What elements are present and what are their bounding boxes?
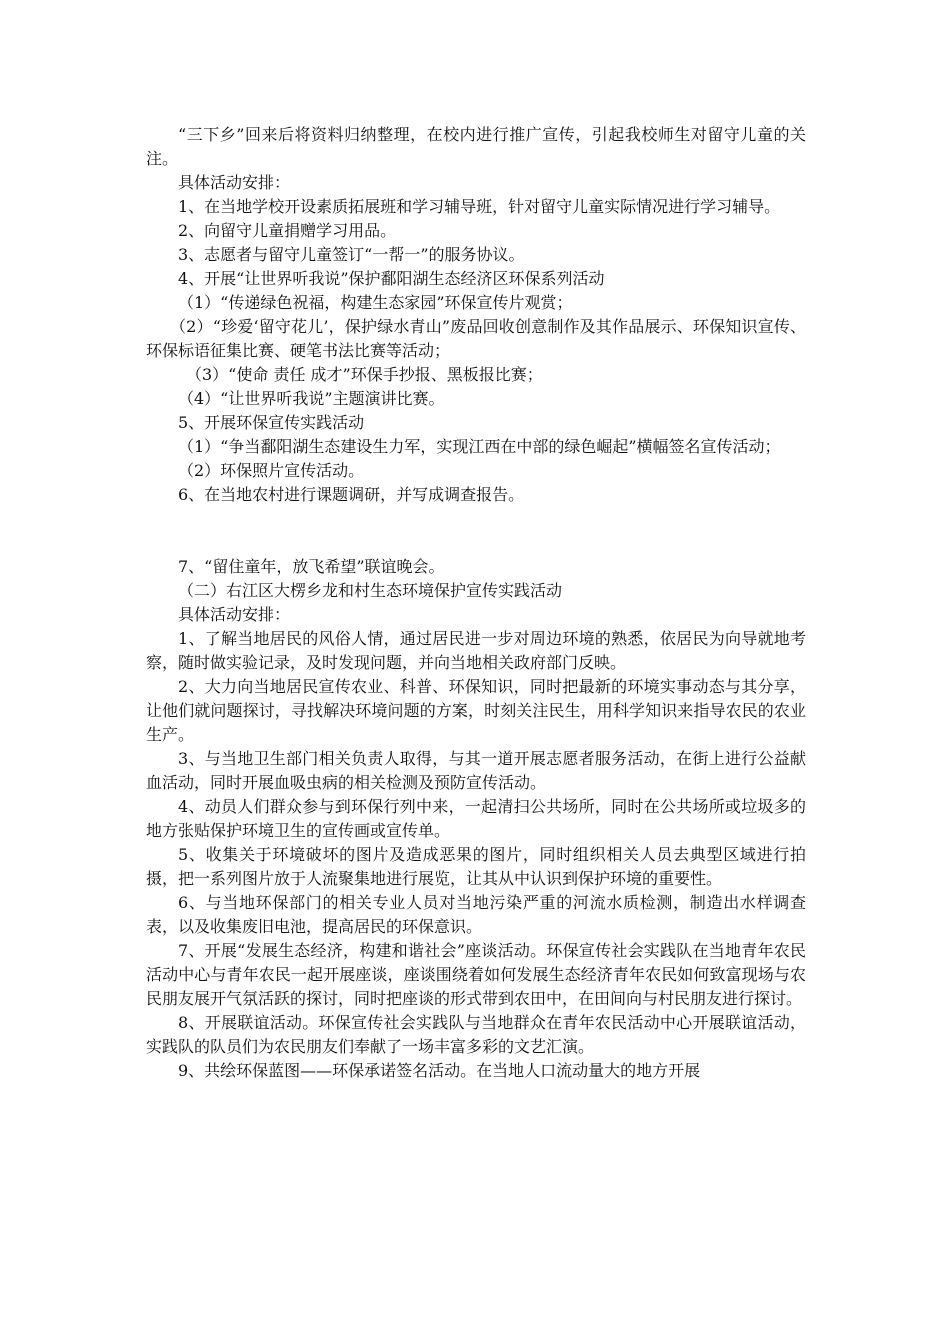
paragraph: 3、志愿者与留守儿童签订“一帮一”的服务协议。 — [178, 245, 525, 264]
paragraph: 3、与当地卫生部门相关负责人取得，与其一道开展志愿者服务活动，在街上进行公益献血活动，同时开展血吸虫病的相关检测及预防宣传活动。 — [146, 749, 806, 792]
paragraph: 1、了解当地居民的风俗人情，通过居民进一步对周边环境的熟悉，依居民为向导就地考察，随时做实验记录，及时发现问题，并向当地相关政府部门反映。 — [146, 629, 806, 672]
paragraph: 6、在当地农村进行课题调研，并写成调查报告。 — [178, 485, 525, 504]
blank-gap — [146, 507, 806, 555]
document-body — [146, 123, 806, 1083]
paragraph: 2、大力向当地居民宣传农业、科普、环保知识，同时把最新的环境实事动态与其分享，让他们就问题探讨，寻找解决环境问题的方案，时刻关注民生，用科学知识来指导农民的农业生产。 — [146, 677, 806, 744]
paragraph: 9、共绘环保蓝图——环保承诺签名活动。在当地人口流动量大的地方开展 — [178, 1061, 701, 1080]
paragraph: （4）“让世界听我说”主题演讲比赛。 — [178, 389, 445, 408]
paragraph: 5、开展环保宣传实践活动 — [178, 413, 365, 432]
paragraph: “三下乡”回来后将资料归纳整理，在校内进行推广宣传，引起我校师生对留守儿童的关注。 — [146, 125, 806, 168]
paragraph: （3）“使命 责任 成才”环保手抄报、黑板报比赛； — [186, 365, 543, 384]
paragraph: 具体活动安排： — [178, 173, 291, 192]
paragraph: 4、动员人们群众参与到环保行列中来，一起清扫公共场所，同时在公共场所或垃圾多的地方张贴保护环境卫生的宣传画或宣传单。 — [146, 797, 806, 840]
paragraph: 4、开展“让世界听我说”保护鄱阳湖生态经济区环保系列活动 — [178, 269, 605, 288]
paragraph: 2、向留守儿童捐赠学习用品。 — [178, 221, 397, 240]
paragraph: 5、收集关于环境破坏的图片及造成恶果的图片，同时组织相关人员去典型区域进行拍摄，把一系列图片放于人流聚集地进行展览，让其从中认识到保护环境的重要性。 — [146, 845, 806, 888]
paragraph: 7、开展“发展生态经济，构建和谐社会”座谈活动。环保宣传社会实践队在当地青年农民活动中心与青年农民一起开展座谈，座谈围绕着如何发展生态经济青年农民如何致富现场与农民朋友展开气氛活跃的探讨，同时把座谈的形式带到农田中，在田间向与村民朋友进行探讨。 — [146, 941, 806, 1008]
paragraph: 具体活动安排： — [178, 605, 291, 624]
paragraph: 8、开展联谊活动。环保宣传社会实践队与当地群众在青年农民活动中心开展联谊活动，实践队的队员们为农民朋友们奉献了一场丰富多彩的文艺汇演。 — [146, 1013, 806, 1056]
paragraph: （1）“争当鄱阳湖生态建设生力军，实现江西在中部的绿色崛起”横幅签名宣传活动； — [178, 437, 781, 456]
paragraph: 6、与当地环保部门的相关专业人员对当地污染严重的河流水质检测，制造出水样调查表，以及收集废旧电池，提高居民的环保意识。 — [146, 893, 806, 936]
section-heading: （二）右江区大楞乡龙和村生态环境保护宣传实践活动 — [178, 581, 563, 600]
paragraph: （1）“传递绿色祝福，构建生态家园”环保宣传片观赏； — [178, 293, 573, 312]
paragraph: 1、在当地学校开设素质拓展班和学习辅导班，针对留守儿童实际情况进行学习辅导。 — [178, 197, 781, 216]
paragraph: （2）环保照片宣传活动。 — [178, 461, 365, 480]
paragraph: 7、“留住童年，放飞希望”联谊晚会。 — [178, 557, 445, 576]
paragraph: （2）“珍爱‘留守花儿’，保护绿水青山”废品回收创意制作及其作品展示、环保知识宣传、环保标语征集比赛、硬笔书法比赛等活动； — [146, 317, 806, 360]
